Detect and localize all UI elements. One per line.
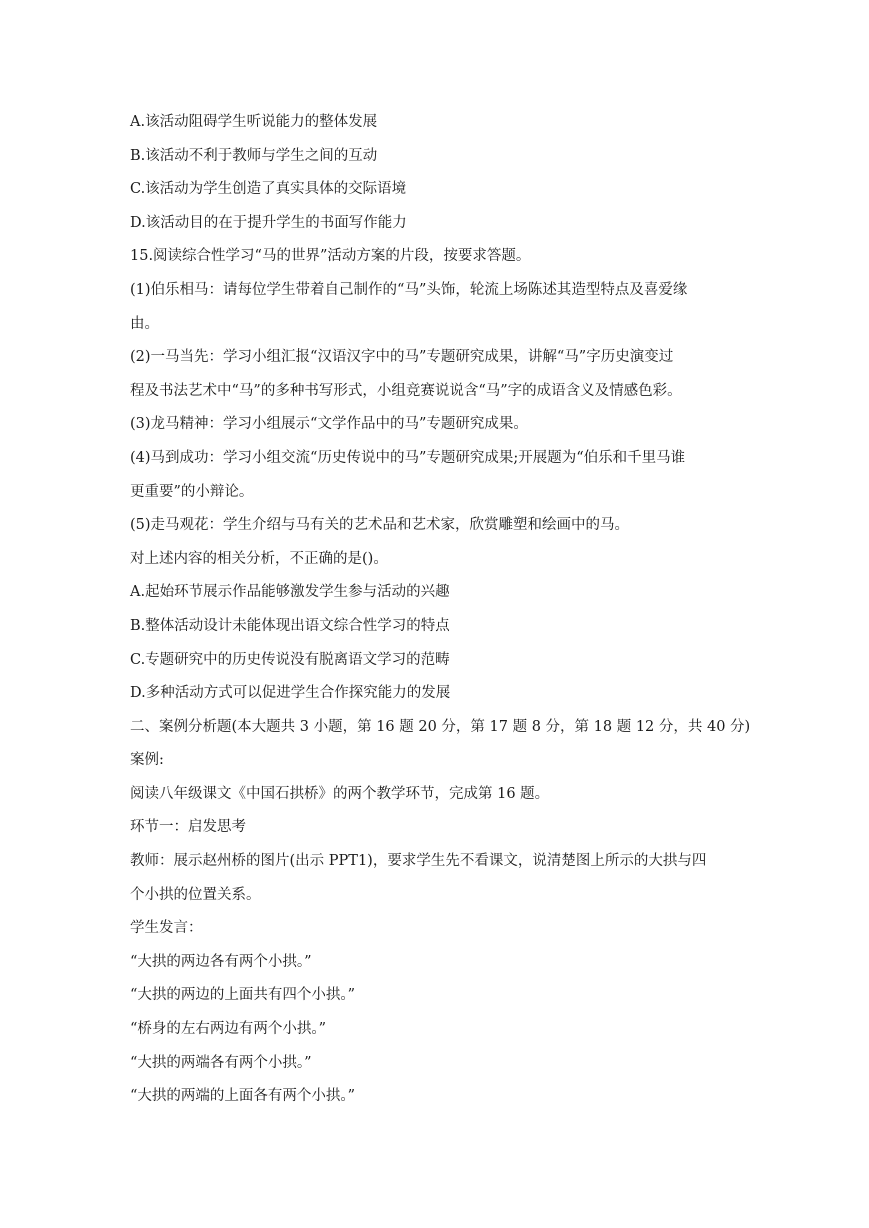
teacher-instruction: 教师：展示赵州桥的图片(出示 PPT1)，要求学生先不看课文，说清楚图上所示的大拱与四 (130, 853, 707, 870)
q15-option-c: C.专题研究中的历史传说没有脱离语文学习的范畴 (130, 651, 450, 668)
plan-item-4-cont: 更重要”的小辩论。 (130, 483, 254, 500)
option-d-line: D.该活动目的在于提升学生的书面写作能力 (130, 214, 407, 231)
student-quote-1: “大拱的两边各有两个小拱。” (130, 953, 312, 970)
plan-item-4: (4)马到成功：学习小组交流“历史传说中的马”专题研究成果;开展题为“伯乐和千里马谁 (130, 449, 686, 466)
student-quote-2: “大拱的两边的上面共有四个小拱。” (130, 987, 356, 1004)
plan-item-2: (2)一马当先：学习小组汇报“汉语汉字中的马”专题研究成果，讲解“马”字历史演变过 (130, 349, 674, 366)
student-quote-3: “桥身的左右两边有两个小拱。” (130, 1021, 327, 1038)
document-page (130, 106, 751, 1114)
section-2-heading: 二、案例分析题(本大题共 3 小题，第 16 题 20 分，第 17 题 8 分，第 18 题 12 分，共 40 分) (130, 718, 751, 735)
option-c-line: C.该活动为学生创造了真实具体的交际语境 (130, 181, 407, 198)
q15-option-a: A.起始环节展示作品能够激发学生参与活动的兴趣 (130, 584, 450, 601)
case-label: 案例: (130, 752, 164, 769)
student-speech-label: 学生发言： (130, 920, 203, 937)
question-15-prompt: 对上述内容的相关分析，不正确的是()。 (130, 550, 388, 567)
question-15-stem: 15.阅读综合性学习“马的世界”活动方案的片段，按要求答题。 (130, 248, 531, 265)
student-quote-5: “大拱的两端的上面各有两个小拱。” (130, 1088, 356, 1105)
option-a-line: A.该活动阻碍学生听说能力的整体发展 (130, 114, 378, 130)
plan-item-3: (3)龙马精神：学习小组展示“文学作品中的马”专题研究成果。 (130, 416, 528, 433)
stage-1-title: 环节一：启发思考 (130, 819, 246, 836)
plan-item-1-cont: 由。 (130, 315, 159, 332)
q15-option-b: B.整体活动设计未能体现出语文综合性学习的特点 (130, 617, 450, 634)
student-quote-4: “大拱的两端各有两个小拱。” (130, 1054, 312, 1071)
option-b-line: B.该活动不利于教师与学生之间的互动 (130, 147, 378, 164)
teacher-instruction-cont: 个小拱的位置关系。 (130, 886, 261, 903)
q15-option-d: D.多种活动方式可以促进学生合作探究能力的发展 (130, 685, 451, 702)
plan-item-2-cont: 程及书法艺术中“马”的多种书写形式，小组竞赛说说含“马”字的成语含义及情感色彩。 (130, 382, 682, 399)
plan-item-1: (1)伯乐相马：请每位学生带着自己制作的“马”头饰，轮流上场陈述其造型特点及喜爱缘 (130, 281, 688, 298)
plan-item-5: (5)走马观花：学生介绍与马有关的艺术品和艺术家，欣赏雕塑和绘画中的马。 (130, 517, 630, 534)
case-intro: 阅读八年级课文《中国石拱桥》的两个教学环节，完成第 16 题。 (130, 785, 550, 802)
